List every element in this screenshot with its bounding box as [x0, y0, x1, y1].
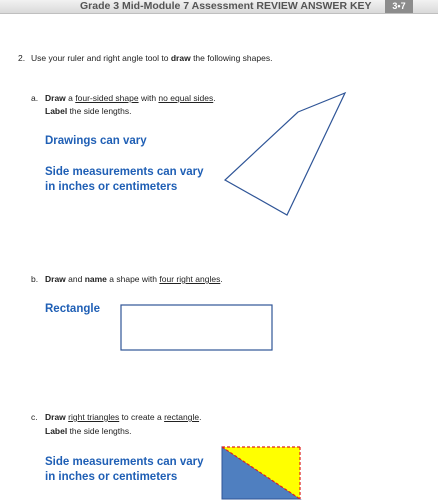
- part-c-label-instruction: Label the side lengths.: [45, 426, 132, 436]
- page-title: Grade 3 Mid-Module 7 Assessment REVIEW ANSWER KEY: [80, 0, 372, 12]
- part-c-instruction: Draw right triangles to create a rectangle.: [45, 412, 202, 422]
- part-b-letter: b.: [31, 274, 39, 284]
- module-badge: 3•7: [385, 0, 413, 13]
- part-a-instruction: Draw a four-sided shape with no equal sides.: [45, 93, 216, 103]
- part-b-instruction: Draw and name a shape with four right angles.: [45, 274, 223, 284]
- question-prompt: Use your ruler and right angle tool to draw the following shapes.: [31, 53, 273, 63]
- part-a-answer-measure-1: Side measurements can vary: [45, 166, 204, 178]
- part-a-letter: a.: [31, 93, 39, 103]
- part-a-answer-measure-2: in inches or centimeters: [45, 181, 178, 193]
- part-c-answer-measure-2: in inches or centimeters: [45, 471, 178, 483]
- question-number: 2.: [18, 53, 26, 63]
- part-a-answer-drawings: Drawings can vary: [45, 135, 147, 147]
- part-b-answer: Rectangle: [45, 303, 100, 315]
- part-a-label-instruction: Label the side lengths.: [45, 106, 132, 116]
- part-c-answer-measure-1: Side measurements can vary: [45, 456, 204, 468]
- part-c-letter: c.: [31, 412, 38, 422]
